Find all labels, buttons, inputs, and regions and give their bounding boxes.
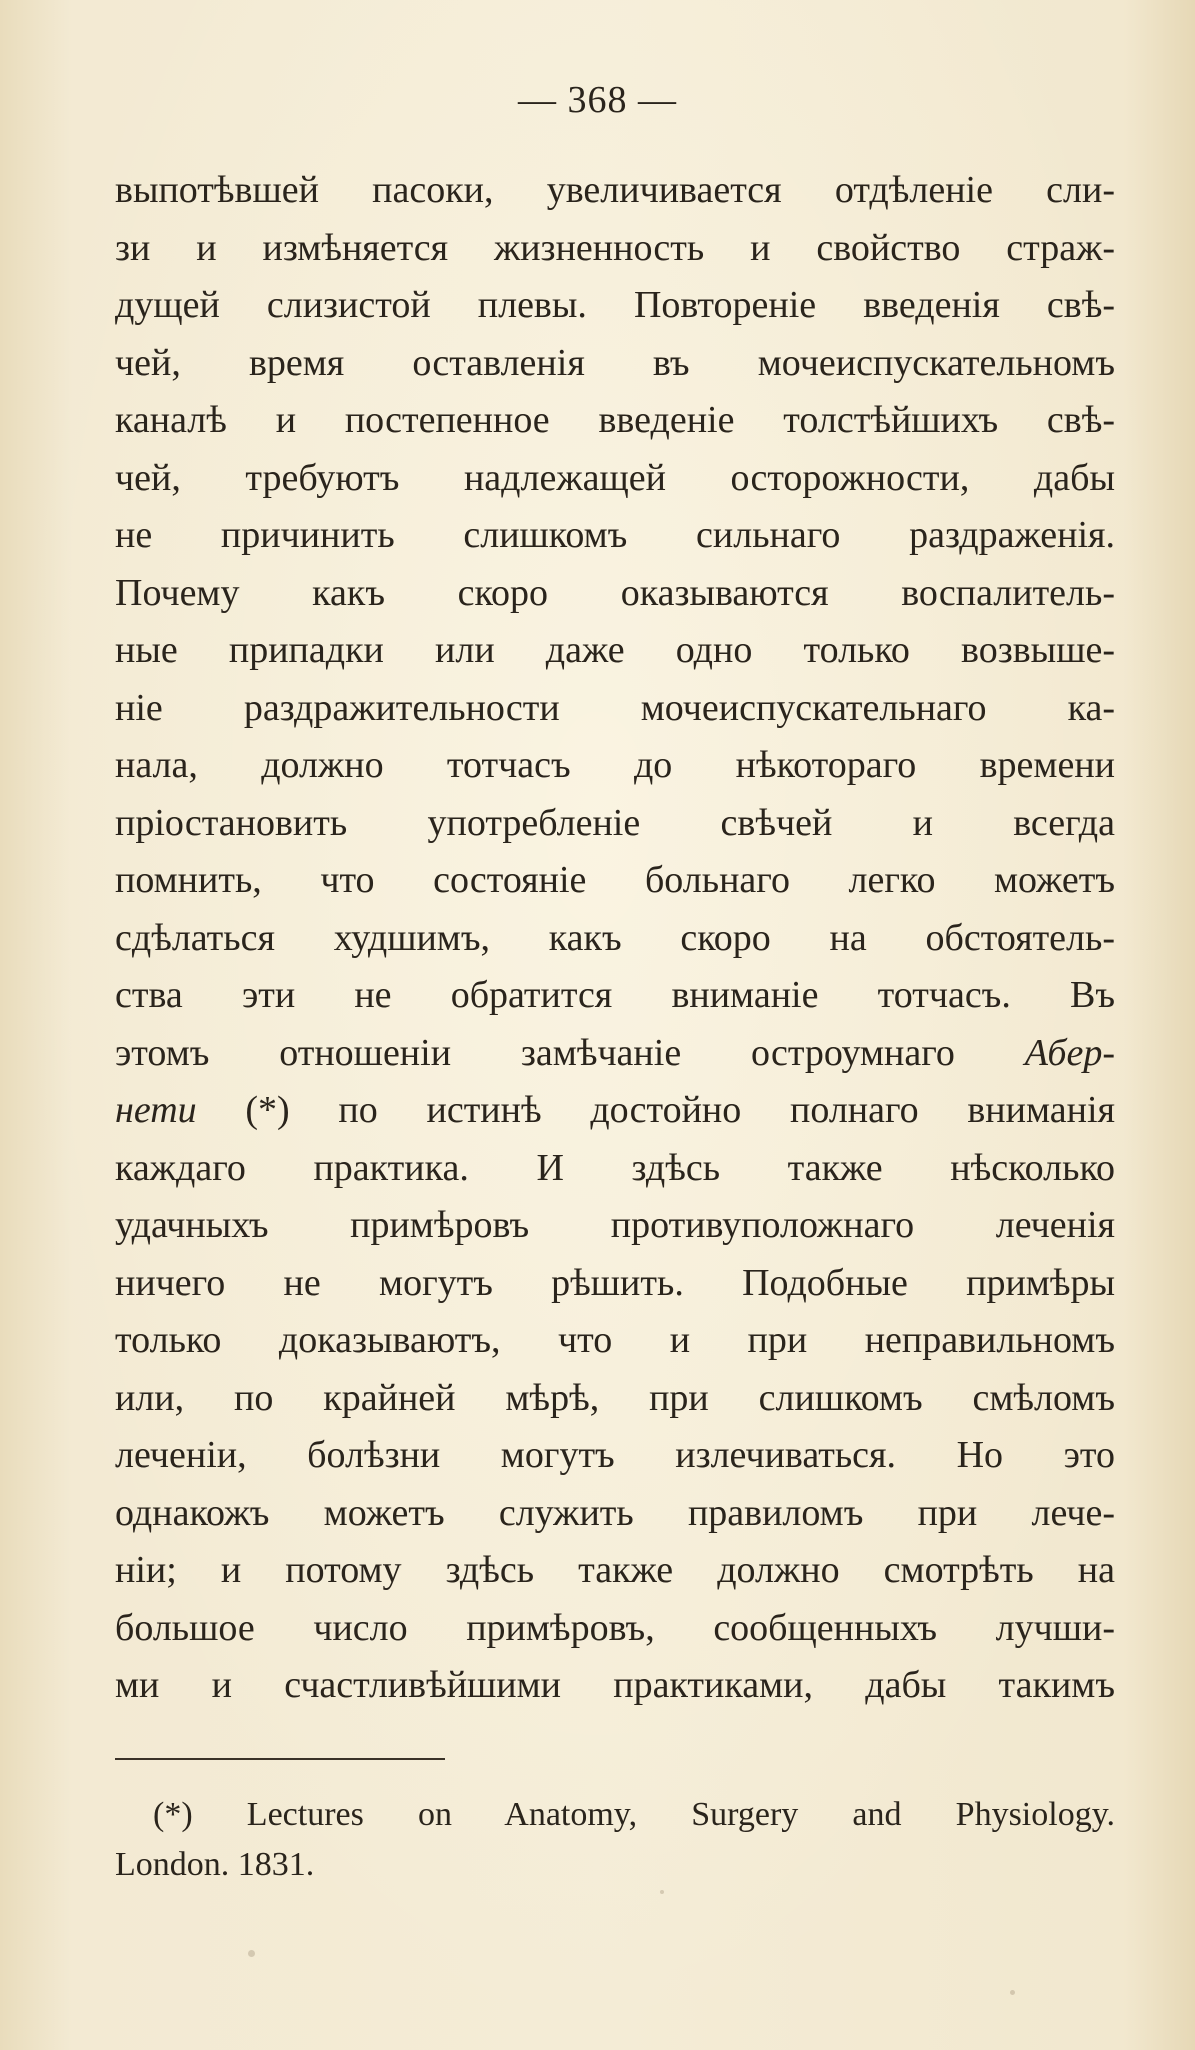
italic-name: Абер- bbox=[1024, 1031, 1115, 1074]
text-line: выпотѣвшей пасоки, увеличивается отдѣленіе сли- bbox=[115, 169, 1115, 211]
text-line: нiе раздражительности мочеиспускательнаго ка- bbox=[115, 686, 1115, 729]
text-line: ми и счастливѣйшими практиками, дабы такимъ bbox=[115, 1664, 1115, 1706]
page-number: — 368 — bbox=[518, 79, 677, 121]
text-line: однакожъ можетъ служить правиломъ при лече- bbox=[115, 1491, 1115, 1534]
footnote-line: London. 1831. bbox=[115, 1846, 315, 1883]
text-line: большое число примѣровъ, сообщенныхъ лучши- bbox=[115, 1606, 1115, 1649]
text-line: леченiи, болѣзни могутъ излечиваться. Но это bbox=[115, 1434, 1115, 1476]
text-line: сдѣлаться худшимъ, какъ скоро на обстоятель- bbox=[115, 916, 1115, 959]
text-line: чей, требуютъ надлежащей осторожности, дабы bbox=[115, 456, 1115, 499]
text-line: дущей слизистой плевы. Повторенiе введенiя свѣ- bbox=[115, 284, 1115, 326]
italic-name: нети bbox=[115, 1089, 197, 1131]
paper-speck bbox=[1010, 1990, 1015, 1995]
text-line: помнить, что состоянiе больнаго легко можетъ bbox=[115, 859, 1115, 901]
text-line: ничего не могутъ рѣшить. Подобные примѣры bbox=[115, 1261, 1115, 1304]
footnote bbox=[115, 1790, 1115, 1890]
text-line: каждаго практика. И здѣсь также нѣсколько bbox=[115, 1146, 1115, 1189]
footnote-divider bbox=[115, 1758, 445, 1760]
text-line: ные припадки или даже одно только возвыше- bbox=[115, 629, 1115, 671]
text-line: чей, время оставленiя въ мочеиспускательномъ bbox=[115, 341, 1115, 384]
text-line: только доказываютъ, что и при неправильномъ bbox=[115, 1319, 1115, 1361]
paper-speck bbox=[248, 1950, 255, 1957]
paper-speck bbox=[660, 1890, 664, 1894]
text-line: нети (*) по истинѣ достойно полнаго вниманiя bbox=[115, 1089, 1115, 1131]
text-line: ства эти не обратится вниманiе тотчасъ. Въ bbox=[115, 974, 1115, 1016]
text-line: нала, должно тотчасъ до нѣкотораго времени bbox=[115, 744, 1115, 786]
body-text bbox=[115, 162, 1115, 1715]
text-line: нiи; и потому здѣсь также должно смотрѣть на bbox=[115, 1549, 1115, 1591]
text-line: Почему какъ скоро оказываются воспалитель- bbox=[115, 571, 1115, 614]
text-line: зи и измѣняется жизненность и свойство страж- bbox=[115, 226, 1115, 269]
text-line: не причинить слишкомъ сильнаго раздраженiя. bbox=[115, 514, 1115, 556]
text-line: каналѣ и постепенное введенiе толстѣйшихъ свѣ- bbox=[115, 399, 1115, 441]
text-line: или, по крайней мѣрѣ, при слишкомъ смѣломъ bbox=[115, 1376, 1115, 1419]
text-line: удачныхъ примѣровъ противуположнаго леченiя bbox=[115, 1204, 1115, 1246]
footnote-line: (*) Lectures on Anatomy, Surgery and Physiology. bbox=[153, 1796, 1115, 1833]
text-line: этомъ отношенiи замѣчанiе остроумнаго Абер- bbox=[115, 1031, 1115, 1074]
text-line: прiостановить употребленiе свѣчей и всегда bbox=[115, 801, 1115, 844]
